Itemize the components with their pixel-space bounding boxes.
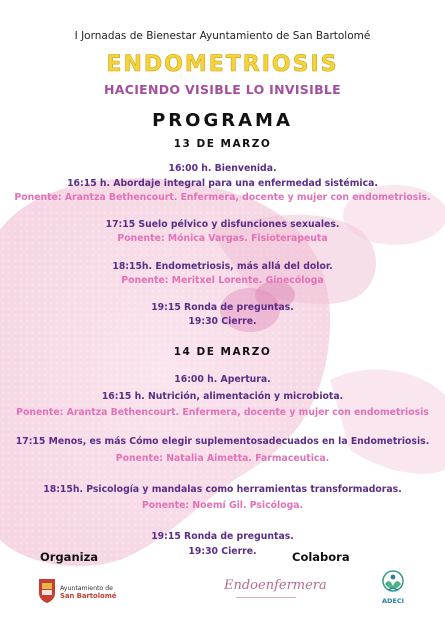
day2-line: 18:15h. Psicología y mandalas como herramientas transformadoras. bbox=[43, 484, 402, 495]
day2-line: 16:15 h. Nutrición, alimentación y microbiota. bbox=[101, 391, 344, 402]
day2-speaker: Ponente: Noemí Gil. Psicóloga. bbox=[141, 500, 304, 511]
day1-line: 19:15 Ronda de preguntas. bbox=[151, 302, 294, 313]
colabora-label: Colabora bbox=[292, 550, 350, 564]
day2-line: 19:30 Cierre. bbox=[188, 546, 257, 557]
day1-speaker: Ponente: Arantza Bethencourt. Enfermera, docente y mujer con endometriosis. bbox=[14, 192, 431, 203]
event-title: ENDOMETRIOSIS bbox=[106, 52, 339, 77]
adeci-lotus-icon bbox=[379, 570, 407, 596]
day2-date: 14 DE MARZO bbox=[173, 346, 272, 358]
endoenfermera-logo: Endoenfermera bbox=[224, 578, 327, 593]
event-line: I Jornadas de Bienestar Ayuntamiento de San Bartolomé bbox=[74, 30, 371, 42]
coat-of-arms-icon bbox=[38, 578, 56, 604]
ayuntamiento-line2: San Bartolomé bbox=[60, 592, 117, 600]
day1-speaker: Ponente: Meritxel Lorente. Ginecóloga bbox=[121, 275, 324, 286]
endoenfermera-underline bbox=[236, 597, 296, 598]
day2-line: 19:15 Ronda de preguntas. bbox=[151, 531, 294, 542]
event-subtitle: HACIENDO VISIBLE LO INVISIBLE bbox=[104, 82, 341, 97]
day2-speaker: Ponente: Arantza Bethencourt. Enfermera, docente y mujer con endometriosis bbox=[16, 407, 429, 418]
ayuntamiento-logo bbox=[38, 576, 128, 606]
day1-line: 17:15 Suelo pélvico y disfunciones sexuales. bbox=[105, 219, 340, 230]
day1-speaker: Ponente: Mónica Vargas. Fisioterapeuta bbox=[117, 233, 328, 244]
day2-line: 17:15 Menos, es más Cómo elegir suplementosadecuados en la Endometriosis. bbox=[15, 436, 430, 447]
day2-speaker: Ponente: Natalia Aimetta. Farmaceutica. bbox=[115, 453, 330, 464]
day2-line: 16:00 h. Apertura. bbox=[174, 374, 271, 385]
day1-line: 19:30 Cierre. bbox=[188, 316, 257, 327]
organiza-label: Organiza bbox=[40, 550, 99, 564]
day1-date: 13 DE MARZO bbox=[173, 138, 272, 150]
adeci-label: ADECI bbox=[381, 597, 405, 605]
day1-line: 16:15 h. Abordaje integral para una enfermedad sistémica. bbox=[67, 178, 378, 189]
program-heading: PROGRAMA bbox=[152, 110, 293, 131]
day1-line: 16:00 h. Bienvenida. bbox=[168, 163, 277, 174]
day1-line: 18:15h. Endometriosis, más allá del dolor. bbox=[112, 261, 333, 272]
ayuntamiento-line1: Ayuntamiento de bbox=[60, 585, 113, 592]
